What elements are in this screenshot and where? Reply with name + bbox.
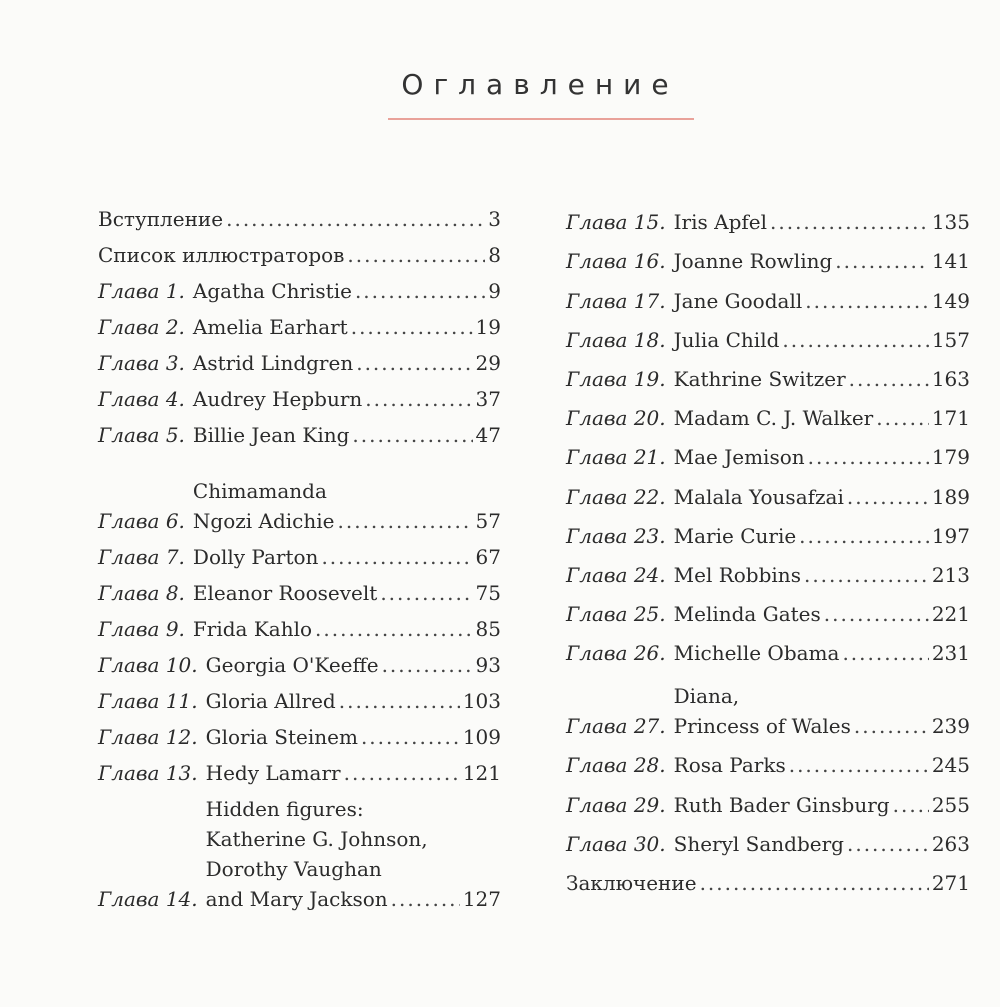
entry-title: Вступление	[98, 207, 224, 231]
entry-title-line: Dorothy Vaughan	[205, 857, 382, 881]
entry-last-line	[193, 276, 501, 306]
entry-body	[193, 420, 501, 450]
dot-leader	[835, 246, 929, 276]
entry-body	[674, 482, 970, 512]
page-number: 245	[931, 753, 970, 778]
entry-last-line	[674, 750, 970, 780]
chapter-number: Глава 27.	[566, 714, 666, 739]
page-number: 163	[931, 366, 970, 391]
toc-entry[interactable]	[566, 472, 970, 511]
toc-entry[interactable]	[566, 394, 970, 433]
entry-last-line	[98, 204, 501, 234]
page-number: 121	[462, 761, 501, 785]
chapter-number: Глава 15.	[566, 210, 666, 235]
entry-title: Rosa Parks	[673, 753, 786, 778]
chapter-number: Глава 26.	[566, 641, 666, 666]
entry-last-line	[674, 521, 970, 551]
entry-body	[206, 686, 501, 716]
toc-entry[interactable]	[566, 198, 970, 237]
entry-body	[193, 312, 501, 342]
chapter-number: Глава 23.	[566, 523, 666, 548]
page-number: 189	[931, 484, 970, 509]
entry-title-line: Hidden figures:	[205, 797, 364, 821]
entry-body	[674, 599, 970, 629]
entry-title: Ruth Bader Ginsburg	[673, 792, 890, 817]
entry-last-line	[674, 638, 970, 668]
toc-entry[interactable]	[566, 590, 970, 629]
entry-last-line	[193, 506, 501, 536]
toc-entry[interactable]	[566, 859, 970, 898]
dot-leader	[352, 420, 472, 450]
entry-title: Mel Robbins	[673, 562, 801, 587]
toc-entry[interactable]	[98, 198, 501, 234]
entry-body	[566, 868, 970, 898]
dot-leader	[854, 711, 929, 741]
dot-leader	[849, 364, 929, 394]
dot-leader	[789, 750, 929, 780]
entry-title: Kathrine Switzer	[673, 366, 846, 391]
entry-body	[98, 240, 501, 270]
entry-body	[193, 476, 501, 536]
entry-title: Sheryl Sandberg	[673, 831, 844, 856]
dot-leader	[339, 686, 460, 716]
entry-last-line	[674, 442, 970, 472]
chapter-number: Глава 8.	[98, 581, 185, 605]
entry-title: Dolly Parton	[192, 545, 319, 569]
page-number: 67	[475, 545, 501, 569]
dot-leader	[893, 790, 929, 820]
chapter-number: Глава 4.	[98, 387, 185, 411]
entry-title: Julia Child	[673, 327, 780, 352]
entry-title: Princess of Wales	[673, 714, 851, 739]
entry-title-line: Diana,	[673, 684, 740, 709]
dot-leader	[770, 207, 929, 237]
entry-body	[206, 650, 501, 680]
page-number: 221	[931, 602, 970, 627]
dot-leader	[782, 325, 928, 355]
toc-entry[interactable]	[566, 276, 970, 315]
entry-title: Malala Yousafzai	[673, 484, 844, 509]
chapter-number: Глава 19.	[566, 366, 666, 391]
chapter-number: Глава 28.	[566, 753, 666, 778]
entry-title: Заключение	[566, 871, 697, 895]
entry-title: Georgia O'Keeffe	[205, 653, 379, 677]
page-number: 29	[475, 351, 501, 375]
toc-entry[interactable]	[98, 450, 501, 536]
entry-title: Mae Jemison	[673, 445, 805, 470]
entry-title-line: Katherine G. Johnson,	[205, 827, 428, 851]
entry-last-line	[674, 482, 970, 512]
toc-entry[interactable]	[566, 780, 970, 819]
page-number: 93	[475, 653, 501, 677]
page-number: 239	[931, 714, 970, 739]
entry-title: Jane Goodall	[673, 288, 803, 313]
chapter-number: Глава 24.	[566, 562, 666, 587]
dot-leader	[391, 884, 460, 914]
page-number: 103	[462, 689, 501, 713]
entry-title: Iris Apfel	[673, 210, 767, 235]
page-number: 3	[488, 207, 501, 231]
toc-entry[interactable]	[98, 716, 501, 752]
entry-body	[674, 286, 970, 316]
entry-title: Frida Kahlo	[192, 617, 313, 641]
page-number: 149	[931, 288, 970, 313]
dot-leader	[315, 614, 473, 644]
entry-last-line	[206, 722, 501, 752]
entry-body	[193, 542, 501, 572]
chapter-number: Глава 16.	[566, 249, 666, 274]
dot-leader	[380, 578, 472, 608]
dot-leader	[842, 638, 928, 668]
entry-title: Audrey Hepburn	[192, 387, 363, 411]
toc-entry[interactable]	[98, 536, 501, 572]
dot-leader	[344, 758, 460, 788]
chapter-number: Глава 12.	[98, 725, 198, 749]
page-title: Оглавление	[401, 68, 679, 101]
chapter-number: Глава 29.	[566, 792, 666, 817]
dot-leader	[356, 348, 472, 378]
entry-last-line	[193, 542, 501, 572]
page-number: 171	[931, 406, 970, 431]
entry-body	[674, 442, 970, 472]
toc-entry[interactable]	[98, 270, 501, 306]
toc-entry[interactable]	[98, 342, 501, 378]
page-number: 9	[488, 279, 501, 303]
entry-last-line	[674, 599, 970, 629]
page-number: 231	[931, 641, 970, 666]
entry-last-line	[674, 325, 970, 355]
chapter-number: Глава 20.	[566, 406, 666, 431]
entry-last-line	[193, 348, 501, 378]
entry-title: Gloria Allred	[205, 689, 336, 713]
chapter-number: Глава 7.	[98, 545, 185, 569]
dot-leader	[805, 286, 929, 316]
entry-title: Michelle Obama	[673, 641, 840, 666]
page-number: 197	[931, 523, 970, 548]
entry-body	[193, 614, 501, 644]
entry-title: Joanne Rowling	[673, 249, 833, 274]
entry-body	[193, 578, 501, 608]
page-number: 37	[475, 387, 501, 411]
entry-body	[674, 681, 970, 741]
dot-leader	[804, 560, 929, 590]
entry-title: Gloria Steinem	[205, 725, 358, 749]
toc-entry[interactable]	[566, 316, 970, 355]
chapter-number: Глава 17.	[566, 288, 666, 313]
dot-leader	[799, 521, 929, 551]
entry-last-line	[674, 829, 970, 859]
dot-leader	[226, 204, 485, 234]
toc-entry[interactable]	[566, 355, 970, 394]
page-number: 255	[931, 792, 970, 817]
entry-last-line	[193, 578, 501, 608]
entry-last-line	[193, 420, 501, 450]
chapter-number: Глава 14.	[98, 887, 198, 911]
toc-entry[interactable]	[98, 414, 501, 450]
toc-entry[interactable]	[566, 668, 970, 741]
entry-title: Eleanor Roosevelt	[192, 581, 378, 605]
entry-last-line	[674, 790, 970, 820]
toc-entry[interactable]	[566, 820, 970, 859]
dot-leader	[808, 442, 929, 472]
toc-entry[interactable]	[98, 378, 501, 414]
entry-title: Список иллюстраторов	[98, 243, 345, 267]
page-number: 19	[475, 315, 501, 339]
entry-title: Billie Jean King	[192, 423, 350, 447]
toc-entry[interactable]	[566, 512, 970, 551]
entry-title: Hedy Lamarr	[205, 761, 341, 785]
chapter-number: Глава 3.	[98, 351, 185, 375]
chapter-number: Глава 11.	[98, 689, 198, 713]
chapter-number: Глава 25.	[566, 602, 666, 627]
toc-entry[interactable]	[566, 741, 970, 780]
page-number: 271	[931, 871, 970, 895]
toc-entry[interactable]	[98, 752, 501, 788]
chapter-number: Глава 13.	[98, 761, 198, 785]
entry-title: Marie Curie	[673, 523, 797, 548]
chapter-number: Глава 21.	[566, 445, 666, 470]
entry-body	[193, 276, 501, 306]
toc-entry[interactable]	[98, 234, 501, 270]
toc-entry[interactable]	[98, 644, 501, 680]
entry-body	[206, 758, 501, 788]
entry-last-line	[193, 312, 501, 342]
entry-body	[674, 638, 970, 668]
entry-body	[193, 384, 501, 414]
entry-last-line	[193, 614, 501, 644]
entry-last-line	[98, 240, 501, 270]
page-number: 157	[931, 327, 970, 352]
entry-body	[674, 246, 970, 276]
toc-entry[interactable]	[566, 629, 970, 668]
toc-entry[interactable]	[98, 680, 501, 716]
toc-column-left	[98, 198, 501, 914]
entry-body	[674, 560, 970, 590]
chapter-number: Глава 1.	[98, 279, 185, 303]
dot-leader	[351, 312, 473, 342]
dot-leader	[361, 722, 460, 752]
entry-last-line	[674, 560, 970, 590]
entry-last-line	[674, 207, 970, 237]
chapter-number: Глава 10.	[98, 653, 198, 677]
page-number: 127	[462, 887, 501, 911]
dot-leader	[382, 650, 473, 680]
page-number: 179	[931, 445, 970, 470]
dot-leader	[847, 482, 929, 512]
entry-body	[206, 794, 501, 914]
entry-title: Astrid Lindgren	[192, 351, 354, 375]
entry-title: Amelia Earhart	[192, 315, 348, 339]
dot-leader	[824, 599, 929, 629]
entry-title: Ngozi Adichie	[192, 509, 335, 533]
page-number: 85	[475, 617, 501, 641]
entry-title: and Mary Jackson	[205, 887, 388, 911]
entry-body	[674, 829, 970, 859]
page-number: 8	[488, 243, 501, 267]
entry-body	[98, 204, 501, 234]
entry-body	[674, 325, 970, 355]
dot-leader	[321, 542, 472, 572]
chapter-number: Глава 22.	[566, 484, 666, 509]
dot-leader	[700, 868, 929, 898]
entry-body	[206, 722, 501, 752]
entry-last-line	[674, 286, 970, 316]
entry-title: Agatha Christie	[192, 279, 352, 303]
entry-last-line	[206, 686, 501, 716]
toc-entry[interactable]	[98, 608, 501, 644]
dot-leader	[338, 506, 473, 536]
entry-body	[674, 207, 970, 237]
chapter-number: Глава 18.	[566, 327, 666, 352]
toc-entry[interactable]	[98, 306, 501, 342]
dot-leader	[347, 240, 485, 270]
entry-last-line	[206, 650, 501, 680]
toc-column-right	[566, 198, 970, 898]
entry-body	[674, 403, 970, 433]
page-number: 75	[475, 581, 501, 605]
title-divider	[388, 118, 694, 120]
page-number: 47	[475, 423, 501, 447]
entry-last-line	[206, 758, 501, 788]
toc-entry[interactable]	[566, 237, 970, 276]
entry-last-line	[193, 384, 501, 414]
entry-body	[193, 348, 501, 378]
entry-last-line	[674, 711, 970, 741]
toc-entry[interactable]	[566, 551, 970, 590]
page-number: 109	[462, 725, 501, 749]
page-number: 57	[475, 509, 501, 533]
entry-last-line	[674, 246, 970, 276]
chapter-number: Глава 6.	[98, 509, 185, 533]
entry-last-line	[206, 884, 501, 914]
toc-entry[interactable]	[98, 572, 501, 608]
page-number: 141	[931, 249, 970, 274]
page-number: 135	[931, 210, 970, 235]
entry-title: Madam C. J. Walker	[673, 406, 874, 431]
dot-leader	[876, 403, 929, 433]
dot-leader	[365, 384, 472, 414]
entry-body	[674, 790, 970, 820]
chapter-number: Глава 5.	[98, 423, 185, 447]
entry-body	[674, 521, 970, 551]
toc-entry[interactable]	[566, 433, 970, 472]
entry-body	[674, 750, 970, 780]
dot-leader	[847, 829, 929, 859]
entry-title-line: Chimamanda	[192, 479, 327, 503]
dot-leader	[355, 276, 485, 306]
entry-title: Melinda Gates	[673, 602, 821, 627]
chapter-number: Глава 2.	[98, 315, 185, 339]
entry-last-line	[566, 868, 970, 898]
entry-body	[674, 364, 970, 394]
page-number: 213	[931, 562, 970, 587]
page-number: 263	[931, 831, 970, 856]
entry-last-line	[674, 364, 970, 394]
chapter-number: Глава 9.	[98, 617, 185, 641]
chapter-number: Глава 30.	[566, 831, 666, 856]
entry-last-line	[674, 403, 970, 433]
toc-entry[interactable]	[98, 788, 501, 914]
